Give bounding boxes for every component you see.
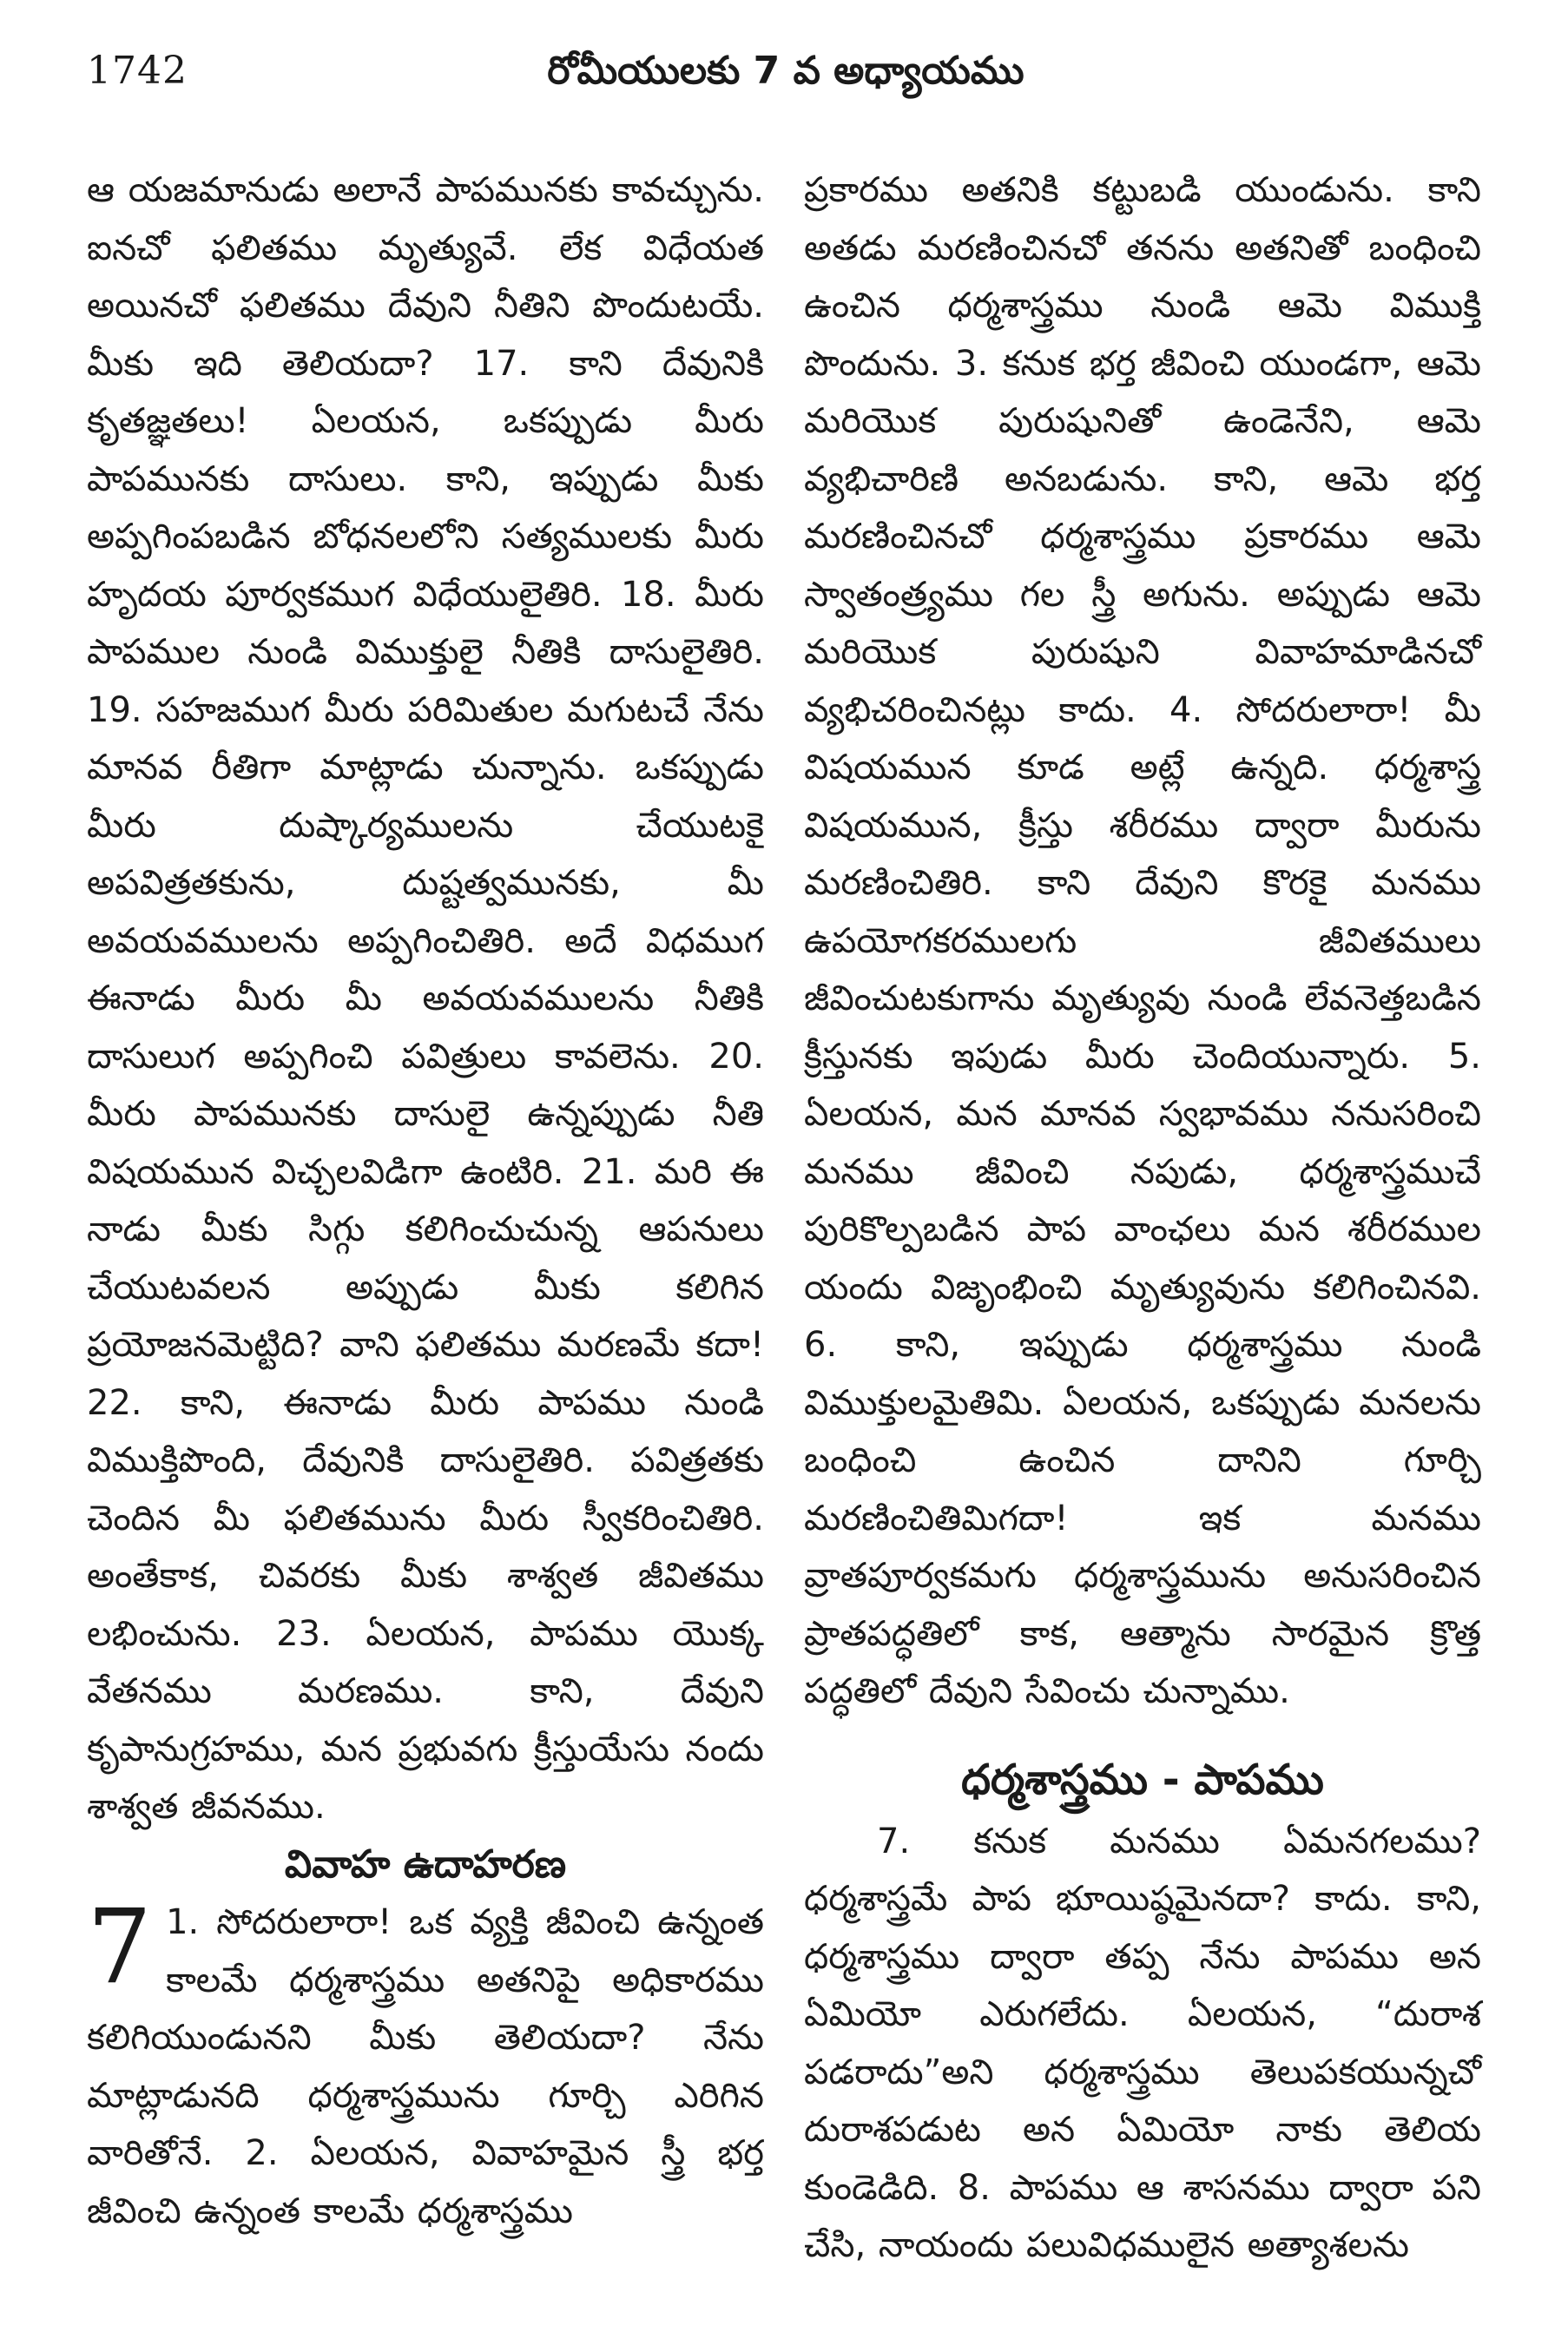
- chapter-opening-paragraph: [87, 1887, 764, 2240]
- section-heading: వివాహ ఉదాహరణ: [284, 1841, 567, 1887]
- right-column: [804, 161, 1481, 2275]
- body-paragraph: ప్రకారము అతనికి కట్టుబడి యుండును. కాని అతడు మరణించినచో తనను అతనితో బంధించి ఉంచిన ధర్మశాస్త్రము నుండి ఆమె విముక్తి పొందును. 3. కనుక భర్త జీవించి యుండగా, ఆమె మరియొక పురుషునితో ఉండెనేని, ఆమె వ్యభిచారిణి అనబడును. కాని, ఆమె భర్త మరణించినచో ధర్మశాస్త్రము ప్రకారము ఆమె స్వాతంత్ర్యము గల స్త్రీ అగును. అప్పుడు ఆమె మరియొక పురుషుని వివాహమాడినచో వ్యభిచరించినట్లు కాదు. 4. సోదరులారా! మీ విషయమున కూడ అట్లే ఉన్నది. ధర్మశాస్త్ర విషయమున, క్రీస్తు శరీరము ద్వారా మీరును మరణించితిరి. కాని దేవుని కొరకై మనము ఉపయోగకరములగు జీవితములు జీవించుటకుగాను మృత్యువు నుండి లేవనెత్తబడిన క్రీస్తునకు ఇపుడు మీరు చెందియున్నారు. 5. ఏలయన, మన మానవ స్వభావము ననుసరించి మనము జీవించి నపుడు, ధర్మశాస్త్రముచే పురికొల్పబడిన పాప వాంఛలు మన శరీరముల యందు విజృంభించి మృత్యువును కలిగించినవి. 6. కాని, ఇప్పుడు ధర్మశాస్త్రము నుండి విముక్తులమైతిమి. ఏలయన, ఒకప్పుడు మనలను బంధించి ఉంచిన దానిని గూర్చి మరణించితిమిగదా! ఇక మనము వ్రాతపూర్వకమగు ధర్మశాస్త్రమును అనుసరించిన ప్రాతపద్ధతిలో కాక, ఆత్మాను సారమైన క్రొత్త పద్ధతిలో దేవుని సేవించు చున్నాము.: [804, 170, 1481, 1711]
- running-title: రోమీయులకు 7 వ అధ్యాయము: [547, 49, 1024, 93]
- page-number: 1742: [87, 49, 188, 93]
- section-heading: ధర్మశాస్త్రము - పాపము: [961, 1755, 1324, 1804]
- left-column: [87, 161, 764, 2240]
- body-paragraph: 7. కనుక మనము ఏమనగలము? ధర్మశాస్త్రమే పాప భూయిష్ఠమైనదా? కాదు. కాని, ధర్మశాస్త్రము ద్వారా తప్ప నేను పాపము అన ఏమియో ఎరుగలేదు. ఏలయన, “దురాశ పడరాదు”అని ధర్మశాస్త్రము తెలుపకయున్నచో దురాశపడుట అన ఏమియో నాకు తెలియ కుండెడిది. 8. పాపము ఆ శాసనము ద్వారా పని చేసి, నాయందు పలువిధములైన అత్యాశలను: [804, 1821, 1481, 2265]
- chapter-number: 7: [87, 1887, 153, 2006]
- chapter-opening-text: 1. సోదరులారా! ఒక వ్యక్తి జీవించి ఉన్నంత కాలమే ధర్మశాస్త్రము అతనిపై అధికారము కలిగియుండునని మీకు తెలియదా? నేను మాట్లాడునది ధర్మశాస్త్రమును గూర్చి ఎరిగిన వారితోనే. 2. ఏలయన, వివాహమైన స్త్రీ భర్త జీవించి ఉన్నంత కాలమే ధర్మశాస్త్రము: [87, 1902, 764, 2231]
- page-header: [87, 42, 1485, 111]
- body-paragraph: ఆ యజమానుడు అలానే పాపమునకు కావచ్చును. ఐనచో ఫలితము మృత్యువే. లేక విధేయత అయినచో ఫలితము దేవుని నీతిని పొందుటయే. మీకు ఇది తెలియదా? 17. కాని దేవునికి కృతజ్ఞతలు! ఏలయన, ఒకప్పుడు మీరు పాపమునకు దాసులు. కాని, ఇప్పుడు మీకు అప్పగింపబడిన బోధనలలోని సత్యములకు మీరు హృదయ పూర్వకముగ విధేయులైతిరి. 18. మీరు పాపముల నుండి విముక్తులై నీతికి దాసులైతిరి. 19. సహజముగ మీరు పరిమితుల మగుటచే నేను మానవ రీతిగా మాట్లాడు చున్నాను. ఒకప్పుడు మీరు దుష్కార్యములను చేయుటకై అపవిత్రతకును, దుష్టత్వమునకు, మీ అవయవములను అప్పగించితిరి. అదే విధముగ ఈనాడు మీరు మీ అవయవములను నీతికి దాసులుగ అప్పగించి పవిత్రులు కావలెను. 20. మీరు పాపమునకు దాసులై ఉన్నప్పుడు నీతి విషయమున విచ్చలవిడిగా ఉంటిరి. 21. మరి ఈ నాడు మీకు సిగ్గు కలిగించుచున్న ఆపనులు చేయుటవలన అప్పుడు మీకు కలిగిన ప్రయోజనమెట్టిది? వాని ఫలితము మరణమే కదా! 22. కాని, ఈనాడు మీరు పాపము నుండి విముక్తిపొంది, దేవునికి దాసులైతిరి. పవిత్రతకు చెందిన మీ ఫలితమును మీరు స్వీకరించితిరి. అంతేకాక, చివరకు మీకు శాశ్వత జీవితము లభించును. 23. ఏలయన, పాపము యొక్క వేతనము మరణము. కాని, దేవుని కృపానుగ్రహము, మన ప్రభువగు క్రీస్తుయేసు నందు శాశ్వత జీవనము.: [87, 170, 764, 1827]
